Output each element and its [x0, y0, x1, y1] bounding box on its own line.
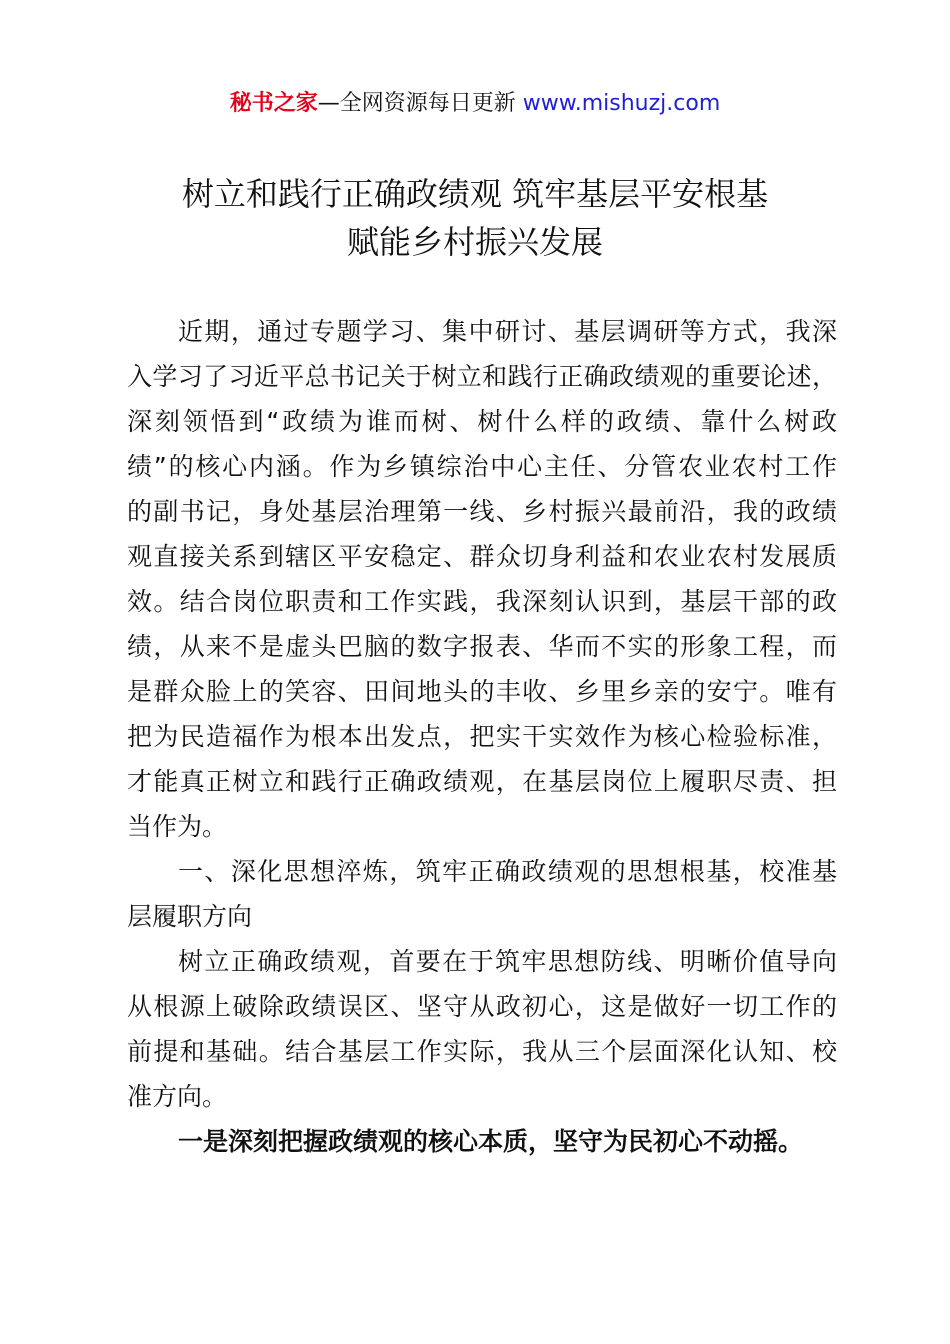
body-line: 从根源上破除政绩误区、坚守从政初心，这是做好一切工作的: [127, 992, 837, 1021]
body-line: 是群众脸上的笑容、田间地头的丰收、乡里乡亲的安宁。唯有: [127, 677, 837, 706]
body-line: 树立正确政绩观，首要在于筑牢思想防线、明晰价值导向: [178, 947, 837, 976]
site-url-link[interactable]: www.mishuzj.com: [522, 91, 721, 116]
body-line: 当作为。: [127, 812, 228, 841]
body-line: 前提和基础。结合基层工作实际，我从三个层面深化认知、校: [127, 1037, 837, 1066]
title-line-2: 赋能乡村振兴发展: [346, 223, 603, 261]
document-body: [127, 309, 837, 1164]
body-line: 观直接关系到辖区平安稳定、群众切身利益和农业农村发展质: [127, 542, 837, 571]
body-line: 才能真正树立和践行正确政绩观，在基层岗位上履职尽责、担: [127, 767, 837, 796]
body-line: 把为民造福作为根本出发点，把实干实效作为核心检验标准，: [127, 722, 837, 751]
body-line: 深刻领悟到“政绩为谁而树、树什么样的政绩、靠什么树政: [127, 407, 837, 436]
body-line: 效。结合岗位职责和工作实践，我深刻认识到，基层干部的政: [127, 587, 837, 616]
body-line: 准方向。: [127, 1082, 228, 1111]
document-title: [0, 170, 950, 266]
body-line: 绩”的核心内涵。作为乡镇综治中心主任、分管农业农村工作: [127, 452, 837, 481]
subsection-heading-line: 一是深刻把握政绩观的核心本质，坚守为民初心不动摇。: [178, 1127, 804, 1156]
site-brand: 秘书之家: [229, 91, 318, 116]
body-line: 绩，从来不是虚头巴脑的数字报表、华而不实的形象工程，而: [127, 632, 837, 661]
body-line: 近期，通过专题学习、集中研讨、基层调研等方式，我深: [178, 317, 837, 346]
body-line: 入学习了习近平总书记关于树立和践行正确政绩观的重要论述，: [127, 362, 837, 391]
site-header: [0, 88, 950, 120]
title-line-1: 树立和践行正确政绩观 筑牢基层平安根基: [181, 175, 769, 213]
section-heading-line: 一、深化思想淬炼，筑牢正确政绩观的思想根基，校准基: [178, 857, 837, 886]
site-tagline: —全网资源每日更新: [317, 91, 516, 116]
section-heading-line: 层履职方向: [127, 902, 253, 931]
body-line: 的副书记，身处基层治理第一线、乡村振兴最前沿，我的政绩: [127, 497, 837, 526]
